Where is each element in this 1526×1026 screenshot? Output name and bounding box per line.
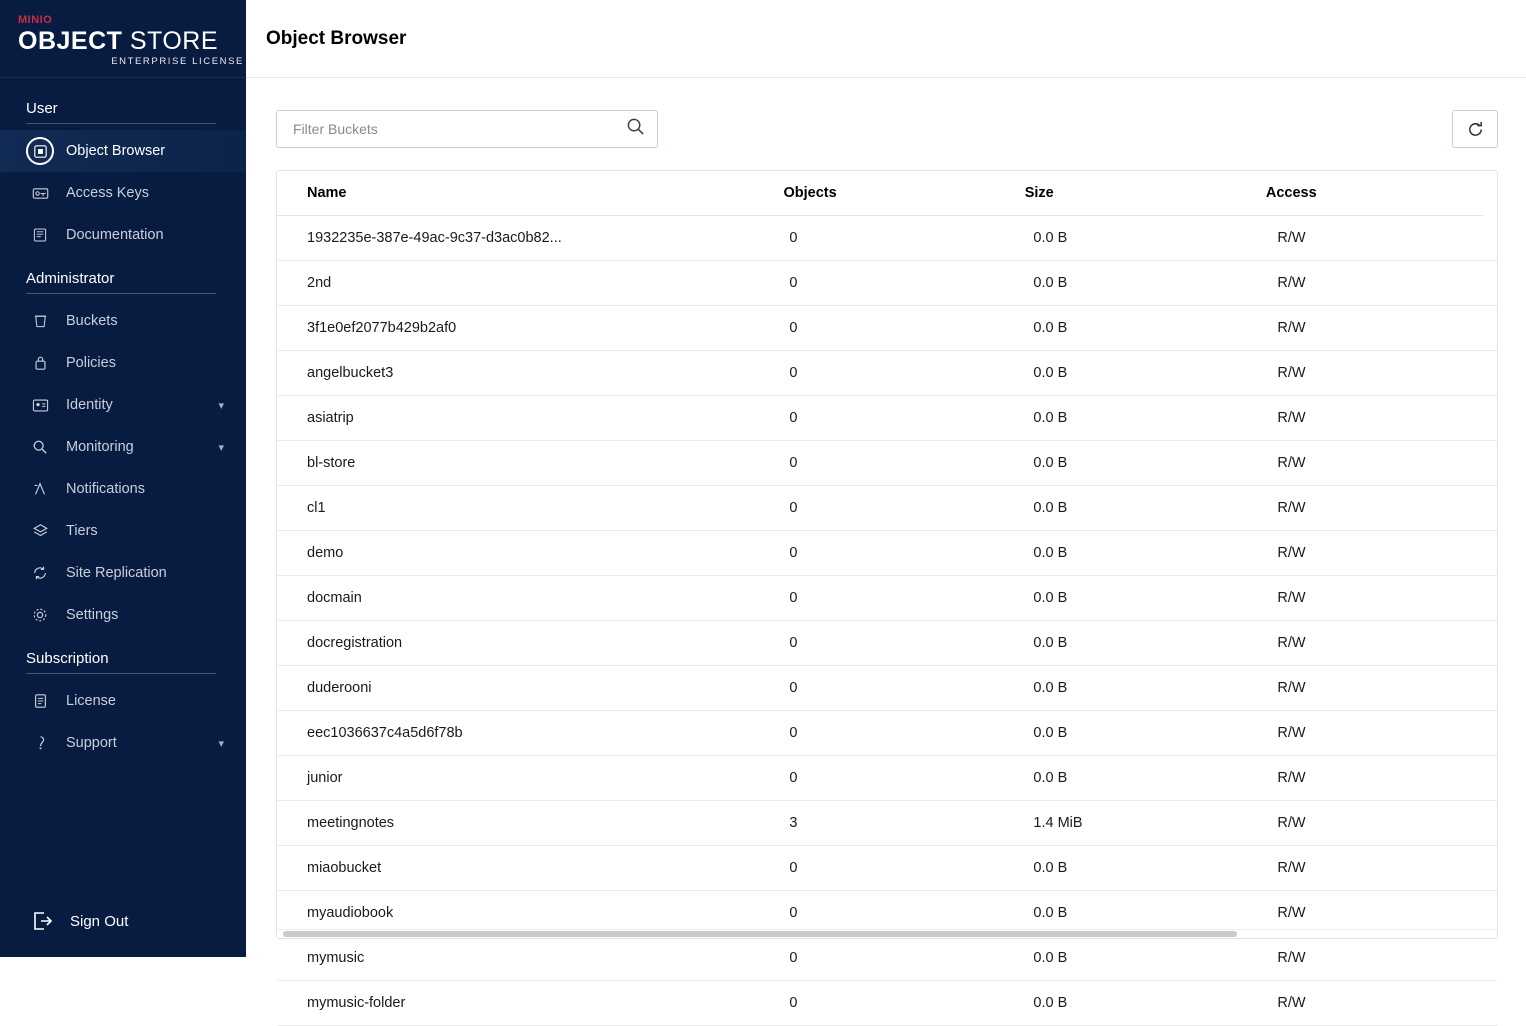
- cell-bucket-name[interactable]: cl1: [277, 486, 789, 531]
- cell-size: 0.0 B: [1033, 846, 1277, 891]
- brand-license: ENTERPRISE LICENSE: [111, 56, 244, 68]
- sidebar-item-documentation[interactable]: [0, 214, 246, 256]
- chevron-down-icon[interactable]: ▾: [218, 399, 224, 412]
- sidebar-section-subscription-label: Subscription: [26, 650, 109, 667]
- sidebar: [0, 0, 246, 957]
- cell-size: 0.0 B: [1033, 306, 1277, 351]
- filter-buckets-input[interactable]: [291, 120, 626, 138]
- table-row[interactable]: [277, 981, 1497, 1026]
- cell-access: R/W: [1277, 891, 1497, 936]
- sidebar-nav: [0, 78, 246, 891]
- cell-bucket-name[interactable]: duderooni: [277, 666, 789, 711]
- cell-access: R/W: [1277, 756, 1497, 801]
- sidebar-item-label: Tiers: [66, 523, 98, 539]
- cell-objects: 0: [789, 486, 1033, 531]
- cell-access: R/W: [1277, 441, 1497, 486]
- table-row[interactable]: [277, 216, 1497, 261]
- column-header-size[interactable]: Size: [1025, 171, 1266, 216]
- cell-size: 0.0 B: [1033, 936, 1277, 981]
- table-row[interactable]: [277, 846, 1497, 891]
- table-row[interactable]: [277, 306, 1497, 351]
- brand-logo: [0, 0, 246, 78]
- cell-size: 0.0 B: [1033, 216, 1277, 261]
- main-panel: [246, 0, 1526, 1011]
- monitoring-icon: [26, 433, 54, 461]
- cell-size: 0.0 B: [1033, 711, 1277, 756]
- toolbar: [276, 110, 1498, 148]
- column-header-name[interactable]: Name: [277, 171, 784, 216]
- page-title: Object Browser: [266, 27, 407, 49]
- sidebar-section-user-divider: [26, 123, 216, 124]
- cell-access: R/W: [1277, 846, 1497, 891]
- table-row[interactable]: [277, 441, 1497, 486]
- cell-objects: 0: [789, 441, 1033, 486]
- cell-size: 0.0 B: [1033, 756, 1277, 801]
- cell-access: R/W: [1277, 711, 1497, 756]
- cell-objects: 0: [789, 846, 1033, 891]
- license-icon: [26, 687, 54, 715]
- table-body-scroll[interactable]: [277, 216, 1497, 1011]
- brand-title-store: STORE: [129, 27, 219, 55]
- sidebar-section-administrator-label: Administrator: [26, 270, 115, 287]
- sign-out-label: Sign Out: [70, 912, 129, 930]
- buckets-table: [276, 170, 1498, 1011]
- cell-access: R/W: [1277, 306, 1497, 351]
- top-bar: [246, 0, 1526, 78]
- cell-size: 0.0 B: [1033, 666, 1277, 711]
- cell-objects: 0: [789, 756, 1033, 801]
- sidebar-item-label: Documentation: [66, 227, 164, 243]
- cell-objects: 0: [789, 936, 1033, 981]
- cell-access: R/W: [1277, 621, 1497, 666]
- cell-bucket-name[interactable]: 2nd: [277, 261, 789, 306]
- chevron-down-icon[interactable]: ▾: [218, 737, 224, 750]
- sidebar-item-site-replication[interactable]: [0, 552, 246, 594]
- cell-access: R/W: [1277, 981, 1497, 1026]
- cell-access: R/W: [1277, 261, 1497, 306]
- cell-size: 0.0 B: [1033, 441, 1277, 486]
- table-row[interactable]: [277, 531, 1497, 576]
- cell-bucket-name[interactable]: docmain: [277, 576, 789, 621]
- table-row[interactable]: [277, 801, 1497, 846]
- cell-size: 1.4 MiB: [1033, 801, 1277, 846]
- cell-bucket-name[interactable]: junior: [277, 756, 789, 801]
- table-row[interactable]: [277, 576, 1497, 621]
- support-icon: [26, 729, 54, 757]
- refresh-button[interactable]: [1452, 110, 1498, 148]
- cell-access: R/W: [1277, 396, 1497, 441]
- sidebar-item-label: Notifications: [66, 481, 145, 497]
- sidebar-item-access-keys[interactable]: [0, 172, 246, 214]
- table-row[interactable]: [277, 936, 1497, 981]
- sign-out-button[interactable]: [0, 891, 246, 951]
- table-row[interactable]: [277, 621, 1497, 666]
- cell-bucket-name[interactable]: meetingnotes: [277, 801, 789, 846]
- cell-access: R/W: [1277, 216, 1497, 261]
- horizontal-scrollbar[interactable]: [277, 929, 1497, 938]
- sidebar-item-tiers[interactable]: [0, 510, 246, 552]
- column-header-access[interactable]: Access: [1266, 171, 1483, 216]
- table-row[interactable]: [277, 396, 1497, 441]
- table-row[interactable]: [277, 711, 1497, 756]
- sidebar-item-license[interactable]: [0, 680, 246, 722]
- sidebar-item-monitoring[interactable]: [0, 426, 246, 468]
- identity-icon: [26, 391, 54, 419]
- cell-objects: 0: [789, 351, 1033, 396]
- cell-size: 0.0 B: [1033, 486, 1277, 531]
- bucket-icon: [26, 307, 54, 335]
- table-header: [277, 171, 1497, 216]
- sidebar-item-label: Object Browser: [66, 143, 166, 159]
- sign-out-icon: [30, 909, 54, 933]
- chevron-down-icon[interactable]: ▾: [218, 441, 224, 454]
- cell-bucket-name[interactable]: mymusic-folder: [277, 981, 789, 1026]
- sidebar-section-administrator-divider: [26, 293, 216, 294]
- table-row[interactable]: [277, 261, 1497, 306]
- cell-objects: 0: [789, 531, 1033, 576]
- cell-access: R/W: [1277, 576, 1497, 621]
- filter-buckets-box[interactable]: [276, 110, 658, 148]
- table-row[interactable]: [277, 486, 1497, 531]
- cell-size: 0.0 B: [1033, 351, 1277, 396]
- cell-bucket-name[interactable]: asiatrip: [277, 396, 789, 441]
- cell-bucket-name[interactable]: mymusic: [277, 936, 789, 981]
- sidebar-item-label: License: [66, 693, 116, 709]
- cell-size: 0.0 B: [1033, 576, 1277, 621]
- horizontal-scrollbar-thumb[interactable]: [283, 931, 1237, 937]
- cell-access: R/W: [1277, 936, 1497, 981]
- sidebar-item-label: Settings: [66, 607, 119, 623]
- sidebar-item-identity[interactable]: [0, 384, 246, 426]
- cell-bucket-name[interactable]: eec1036637c4a5d6f78b: [277, 711, 789, 756]
- cell-size: 0.0 B: [1033, 891, 1277, 936]
- cell-objects: 0: [789, 576, 1033, 621]
- lock-icon: [26, 349, 54, 377]
- cell-access: R/W: [1277, 801, 1497, 846]
- sidebar-item-support[interactable]: [0, 722, 246, 764]
- table-body: [277, 216, 1497, 1026]
- cell-access: R/W: [1277, 351, 1497, 396]
- cell-access: R/W: [1277, 531, 1497, 576]
- cell-bucket-name[interactable]: miaobucket: [277, 846, 789, 891]
- brand-minio-text: MINIO: [18, 14, 53, 26]
- sidebar-item-object-browser[interactable]: [0, 130, 246, 172]
- refresh-icon: [1466, 120, 1485, 139]
- cell-size: 0.0 B: [1033, 396, 1277, 441]
- sidebar-item-policies[interactable]: [0, 342, 246, 384]
- object-browser-icon: [26, 137, 54, 165]
- cell-size: 0.0 B: [1033, 981, 1277, 1026]
- cell-objects: 0: [789, 261, 1033, 306]
- cell-bucket-name[interactable]: 1932235e-387e-49ac-9c37-d3ac0b82...: [277, 216, 789, 261]
- cell-objects: 0: [789, 711, 1033, 756]
- cell-objects: 3: [789, 801, 1033, 846]
- cell-bucket-name[interactable]: angelbucket3: [277, 351, 789, 396]
- table-row[interactable]: [277, 351, 1497, 396]
- sidebar-item-label: Identity: [66, 397, 113, 413]
- cell-bucket-name[interactable]: bl-store: [277, 441, 789, 486]
- cell-bucket-name[interactable]: myaudiobook: [277, 891, 789, 936]
- sidebar-item-buckets[interactable]: [0, 300, 246, 342]
- cell-objects: 0: [789, 216, 1033, 261]
- sidebar-item-label: Policies: [66, 355, 116, 371]
- sidebar-section-subscription-divider: [26, 673, 216, 674]
- sidebar-item-label: Access Keys: [66, 185, 149, 201]
- replication-icon: [26, 559, 54, 587]
- key-icon: [26, 179, 54, 207]
- cell-bucket-name[interactable]: demo: [277, 531, 789, 576]
- column-header-objects[interactable]: Objects: [784, 171, 1025, 216]
- cell-objects: 0: [789, 621, 1033, 666]
- sidebar-item-label: Monitoring: [66, 439, 134, 455]
- search-icon[interactable]: [626, 117, 645, 141]
- sidebar-item-settings[interactable]: [0, 594, 246, 636]
- content-area: [246, 78, 1526, 1011]
- cell-size: 0.0 B: [1033, 621, 1277, 666]
- cell-access: R/W: [1277, 666, 1497, 711]
- cell-objects: 0: [789, 306, 1033, 351]
- book-icon: [26, 221, 54, 249]
- sidebar-item-label: Buckets: [66, 313, 118, 329]
- cell-bucket-name[interactable]: 3f1e0ef2077b429b2af0: [277, 306, 789, 351]
- brand-title-bold: OBJECT: [18, 27, 123, 55]
- table-row[interactable]: [277, 666, 1497, 711]
- sidebar-item-label: Support: [66, 735, 117, 751]
- cell-bucket-name[interactable]: docregistration: [277, 621, 789, 666]
- sidebar-item-notifications[interactable]: [0, 468, 246, 510]
- layers-icon: [26, 517, 54, 545]
- table-row[interactable]: [277, 756, 1497, 801]
- brand-title: [18, 28, 246, 54]
- cell-objects: 0: [789, 981, 1033, 1026]
- brand-title-light: [122, 27, 129, 55]
- cell-size: 0.0 B: [1033, 531, 1277, 576]
- cell-objects: 0: [789, 891, 1033, 936]
- cell-objects: 0: [789, 396, 1033, 441]
- lambda-icon: [26, 475, 54, 503]
- cell-objects: 0: [789, 666, 1033, 711]
- sidebar-item-label: Site Replication: [66, 565, 167, 581]
- gear-icon: [26, 601, 54, 629]
- sidebar-section-user-label: User: [26, 100, 58, 117]
- cell-access: R/W: [1277, 486, 1497, 531]
- cell-size: 0.0 B: [1033, 261, 1277, 306]
